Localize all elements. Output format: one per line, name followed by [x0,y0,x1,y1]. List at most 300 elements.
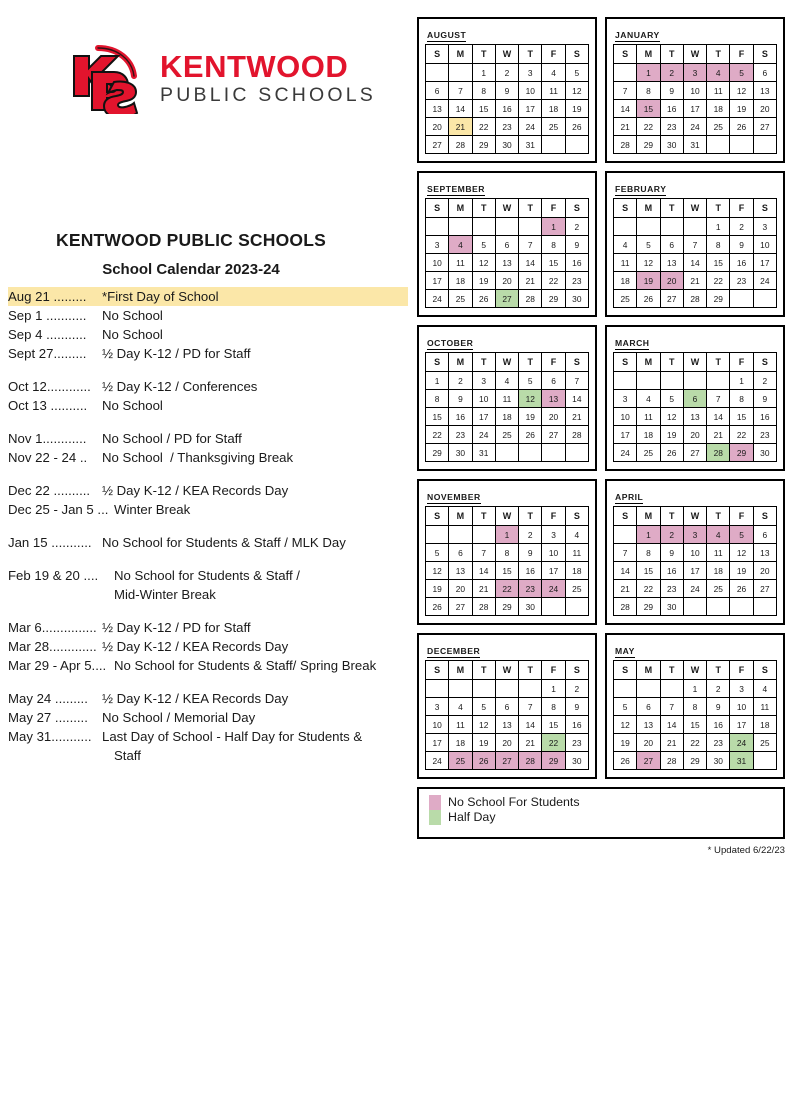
day-cell[interactable]: 30 [495,136,518,154]
day-cell[interactable]: 5 [614,698,637,716]
day-cell[interactable]: 8 [637,544,660,562]
day-cell[interactable]: 30 [565,290,588,308]
day-cell[interactable]: 28 [565,426,588,444]
day-cell[interactable]: 22 [707,272,730,290]
day-cell[interactable]: 5 [660,390,683,408]
day-cell[interactable]: 9 [449,390,472,408]
day-cell[interactable]: 21 [519,272,542,290]
day-cell[interactable]: 4 [637,390,660,408]
day-cell[interactable]: 21 [614,118,637,136]
day-cell[interactable]: 9 [565,236,588,254]
day-cell[interactable]: 29 [683,752,706,770]
day-cell[interactable]: 10 [683,82,706,100]
day-cell[interactable]: 6 [753,64,776,82]
day-cell[interactable]: 14 [707,408,730,426]
day-cell[interactable]: 23 [519,580,542,598]
day-cell[interactable]: 19 [637,272,660,290]
day-cell[interactable]: 27 [542,426,565,444]
day-cell[interactable]: 10 [730,698,753,716]
day-cell[interactable]: 16 [730,254,753,272]
day-cell[interactable]: 5 [426,544,449,562]
day-cell[interactable]: 3 [730,680,753,698]
day-cell[interactable]: 10 [426,254,449,272]
day-cell[interactable]: 27 [449,598,472,616]
day-cell[interactable]: 2 [707,680,730,698]
day-cell[interactable]: 24 [426,290,449,308]
day-cell[interactable]: 20 [660,272,683,290]
day-cell[interactable]: 17 [542,562,565,580]
day-cell[interactable]: 30 [660,136,683,154]
day-cell[interactable]: 18 [449,734,472,752]
day-cell[interactable]: 29 [707,290,730,308]
day-cell[interactable]: 11 [637,408,660,426]
day-cell[interactable]: 11 [449,716,472,734]
day-cell[interactable]: 1 [495,526,518,544]
day-cell[interactable]: 24 [472,426,495,444]
day-cell[interactable]: 5 [730,64,753,82]
day-cell[interactable]: 13 [495,716,518,734]
day-cell[interactable]: 16 [495,100,518,118]
day-cell[interactable]: 25 [707,118,730,136]
day-cell[interactable]: 13 [683,408,706,426]
day-cell[interactable]: 26 [730,118,753,136]
day-cell[interactable]: 23 [753,426,776,444]
day-cell[interactable]: 13 [449,562,472,580]
day-cell[interactable]: 8 [472,82,495,100]
day-cell[interactable]: 17 [519,100,542,118]
day-cell[interactable]: 22 [542,272,565,290]
day-cell[interactable]: 7 [472,544,495,562]
day-cell[interactable]: 19 [519,408,542,426]
day-cell[interactable]: 24 [614,444,637,462]
day-cell[interactable]: 10 [472,390,495,408]
day-cell[interactable]: 3 [519,64,542,82]
day-cell[interactable]: 10 [683,544,706,562]
day-cell[interactable]: 5 [565,64,588,82]
day-cell[interactable]: 4 [753,680,776,698]
day-cell[interactable]: 25 [542,118,565,136]
day-cell[interactable]: 25 [449,290,472,308]
day-cell[interactable]: 31 [683,136,706,154]
day-cell[interactable]: 1 [730,372,753,390]
day-cell[interactable]: 14 [614,100,637,118]
day-cell[interactable]: 1 [637,526,660,544]
day-cell[interactable]: 16 [753,408,776,426]
day-cell[interactable]: 19 [565,100,588,118]
day-cell[interactable]: 15 [542,254,565,272]
day-cell[interactable]: 3 [753,218,776,236]
day-cell[interactable]: 9 [519,544,542,562]
day-cell[interactable]: 12 [730,544,753,562]
day-cell[interactable]: 10 [753,236,776,254]
day-cell[interactable]: 30 [449,444,472,462]
day-cell[interactable]: 30 [753,444,776,462]
day-cell[interactable]: 22 [426,426,449,444]
day-cell[interactable]: 5 [472,698,495,716]
day-cell[interactable]: 9 [495,82,518,100]
day-cell[interactable]: 12 [472,716,495,734]
day-cell[interactable]: 13 [753,544,776,562]
day-cell[interactable]: 15 [426,408,449,426]
day-cell[interactable]: 26 [660,444,683,462]
day-cell[interactable]: 1 [637,64,660,82]
day-cell[interactable]: 20 [495,734,518,752]
day-cell[interactable]: 27 [495,752,518,770]
day-cell[interactable]: 7 [565,372,588,390]
day-cell[interactable]: 16 [707,716,730,734]
day-cell[interactable]: 8 [542,236,565,254]
day-cell[interactable]: 29 [426,444,449,462]
day-cell[interactable]: 7 [614,82,637,100]
day-cell[interactable]: 21 [565,408,588,426]
day-cell[interactable]: 20 [683,426,706,444]
day-cell[interactable]: 28 [519,752,542,770]
day-cell[interactable]: 23 [495,118,518,136]
day-cell[interactable]: 7 [519,236,542,254]
day-cell[interactable]: 3 [683,526,706,544]
day-cell[interactable]: 21 [683,272,706,290]
day-cell[interactable]: 16 [660,562,683,580]
day-cell[interactable]: 24 [426,752,449,770]
day-cell[interactable]: 2 [565,680,588,698]
day-cell[interactable]: 11 [707,544,730,562]
day-cell[interactable]: 10 [542,544,565,562]
day-cell[interactable]: 16 [660,100,683,118]
day-cell[interactable]: 8 [637,82,660,100]
day-cell[interactable]: 17 [614,426,637,444]
day-cell[interactable]: 26 [565,118,588,136]
day-cell[interactable]: 31 [472,444,495,462]
day-cell[interactable]: 16 [449,408,472,426]
day-cell[interactable]: 21 [519,734,542,752]
day-cell[interactable]: 26 [730,580,753,598]
day-cell[interactable]: 25 [637,444,660,462]
day-cell[interactable]: 11 [542,82,565,100]
day-cell[interactable]: 5 [730,526,753,544]
day-cell[interactable]: 4 [449,698,472,716]
day-cell[interactable]: 20 [637,734,660,752]
day-cell[interactable]: 9 [730,236,753,254]
day-cell[interactable]: 6 [449,544,472,562]
day-cell[interactable]: 15 [472,100,495,118]
day-cell[interactable]: 31 [519,136,542,154]
day-cell[interactable]: 24 [683,580,706,598]
day-cell[interactable]: 21 [449,118,472,136]
day-cell[interactable]: 7 [683,236,706,254]
day-cell[interactable]: 29 [637,598,660,616]
day-cell[interactable]: 28 [683,290,706,308]
day-cell[interactable]: 29 [542,752,565,770]
day-cell[interactable]: 9 [753,390,776,408]
day-cell[interactable]: 19 [660,426,683,444]
day-cell[interactable]: 7 [707,390,730,408]
day-cell[interactable]: 18 [707,100,730,118]
day-cell[interactable]: 4 [449,236,472,254]
day-cell[interactable]: 22 [495,580,518,598]
day-cell[interactable]: 2 [730,218,753,236]
day-cell[interactable]: 28 [449,136,472,154]
day-cell[interactable]: 10 [614,408,637,426]
day-cell[interactable]: 27 [753,580,776,598]
day-cell[interactable]: 4 [707,526,730,544]
day-cell[interactable]: 5 [472,236,495,254]
day-cell[interactable]: 6 [495,236,518,254]
day-cell[interactable]: 26 [519,426,542,444]
day-cell[interactable]: 4 [707,64,730,82]
day-cell[interactable]: 14 [683,254,706,272]
day-cell[interactable]: 22 [683,734,706,752]
day-cell[interactable]: 4 [614,236,637,254]
day-cell[interactable]: 2 [660,526,683,544]
day-cell[interactable]: 6 [637,698,660,716]
day-cell[interactable]: 12 [519,390,542,408]
day-cell[interactable]: 29 [542,290,565,308]
day-cell[interactable]: 9 [707,698,730,716]
day-cell[interactable]: 9 [660,544,683,562]
day-cell[interactable]: 15 [637,562,660,580]
day-cell[interactable]: 22 [472,118,495,136]
day-cell[interactable]: 22 [730,426,753,444]
day-cell[interactable]: 6 [495,698,518,716]
day-cell[interactable]: 15 [707,254,730,272]
day-cell[interactable]: 20 [426,118,449,136]
day-cell[interactable]: 6 [426,82,449,100]
day-cell[interactable]: 19 [472,272,495,290]
day-cell[interactable]: 2 [565,218,588,236]
day-cell[interactable]: 8 [730,390,753,408]
day-cell[interactable]: 5 [519,372,542,390]
day-cell[interactable]: 16 [519,562,542,580]
day-cell[interactable]: 15 [542,716,565,734]
day-cell[interactable]: 27 [660,290,683,308]
day-cell[interactable]: 23 [660,580,683,598]
day-cell[interactable]: 27 [683,444,706,462]
day-cell[interactable]: 18 [542,100,565,118]
day-cell[interactable]: 31 [730,752,753,770]
day-cell[interactable]: 18 [495,408,518,426]
day-cell[interactable]: 3 [472,372,495,390]
day-cell[interactable]: 24 [519,118,542,136]
day-cell[interactable]: 28 [472,598,495,616]
day-cell[interactable]: 12 [730,82,753,100]
day-cell[interactable]: 1 [542,218,565,236]
day-cell[interactable]: 12 [426,562,449,580]
day-cell[interactable]: 11 [449,254,472,272]
day-cell[interactable]: 19 [472,734,495,752]
day-cell[interactable]: 25 [753,734,776,752]
day-cell[interactable]: 27 [495,290,518,308]
day-cell[interactable]: 26 [472,752,495,770]
day-cell[interactable]: 29 [637,136,660,154]
day-cell[interactable]: 13 [753,82,776,100]
day-cell[interactable]: 19 [730,100,753,118]
day-cell[interactable]: 6 [542,372,565,390]
day-cell[interactable]: 16 [565,254,588,272]
day-cell[interactable]: 3 [614,390,637,408]
day-cell[interactable]: 28 [519,290,542,308]
day-cell[interactable]: 9 [565,698,588,716]
day-cell[interactable]: 14 [614,562,637,580]
day-cell[interactable]: 20 [449,580,472,598]
day-cell[interactable]: 17 [472,408,495,426]
day-cell[interactable]: 3 [542,526,565,544]
day-cell[interactable]: 14 [519,716,542,734]
day-cell[interactable]: 7 [449,82,472,100]
day-cell[interactable]: 14 [472,562,495,580]
day-cell[interactable]: 23 [707,734,730,752]
day-cell[interactable]: 8 [495,544,518,562]
day-cell[interactable]: 24 [683,118,706,136]
day-cell[interactable]: 15 [730,408,753,426]
day-cell[interactable]: 23 [565,272,588,290]
day-cell[interactable]: 21 [660,734,683,752]
day-cell[interactable]: 24 [753,272,776,290]
day-cell[interactable]: 2 [449,372,472,390]
day-cell[interactable]: 4 [542,64,565,82]
day-cell[interactable]: 6 [753,526,776,544]
day-cell[interactable]: 26 [637,290,660,308]
day-cell[interactable]: 19 [426,580,449,598]
day-cell[interactable]: 8 [426,390,449,408]
day-cell[interactable]: 11 [614,254,637,272]
day-cell[interactable]: 12 [637,254,660,272]
day-cell[interactable]: 20 [753,562,776,580]
day-cell[interactable]: 22 [637,118,660,136]
day-cell[interactable]: 2 [495,64,518,82]
day-cell[interactable]: 17 [683,100,706,118]
day-cell[interactable]: 12 [614,716,637,734]
day-cell[interactable]: 18 [637,426,660,444]
day-cell[interactable]: 13 [637,716,660,734]
day-cell[interactable]: 30 [565,752,588,770]
day-cell[interactable]: 15 [683,716,706,734]
day-cell[interactable]: 15 [637,100,660,118]
day-cell[interactable]: 14 [565,390,588,408]
day-cell[interactable]: 29 [495,598,518,616]
day-cell[interactable]: 3 [683,64,706,82]
day-cell[interactable]: 30 [707,752,730,770]
day-cell[interactable]: 1 [472,64,495,82]
day-cell[interactable]: 4 [565,526,588,544]
day-cell[interactable]: 17 [753,254,776,272]
day-cell[interactable]: 15 [495,562,518,580]
day-cell[interactable]: 29 [730,444,753,462]
day-cell[interactable]: 14 [519,254,542,272]
day-cell[interactable]: 18 [753,716,776,734]
day-cell[interactable]: 11 [495,390,518,408]
day-cell[interactable]: 1 [707,218,730,236]
day-cell[interactable]: 2 [753,372,776,390]
day-cell[interactable]: 17 [683,562,706,580]
day-cell[interactable]: 25 [614,290,637,308]
day-cell[interactable]: 7 [614,544,637,562]
day-cell[interactable]: 21 [614,580,637,598]
day-cell[interactable]: 30 [660,598,683,616]
day-cell[interactable]: 1 [542,680,565,698]
day-cell[interactable]: 5 [637,236,660,254]
day-cell[interactable]: 20 [542,408,565,426]
day-cell[interactable]: 6 [660,236,683,254]
day-cell[interactable]: 18 [449,272,472,290]
day-cell[interactable]: 17 [426,734,449,752]
day-cell[interactable]: 1 [683,680,706,698]
day-cell[interactable]: 30 [519,598,542,616]
day-cell[interactable]: 22 [542,734,565,752]
day-cell[interactable]: 10 [426,716,449,734]
day-cell[interactable]: 28 [614,598,637,616]
day-cell[interactable]: 10 [519,82,542,100]
day-cell[interactable]: 2 [660,64,683,82]
day-cell[interactable]: 20 [753,100,776,118]
day-cell[interactable]: 4 [495,372,518,390]
day-cell[interactable]: 28 [660,752,683,770]
day-cell[interactable]: 12 [565,82,588,100]
day-cell[interactable]: 23 [565,734,588,752]
day-cell[interactable]: 11 [753,698,776,716]
day-cell[interactable]: 14 [660,716,683,734]
day-cell[interactable]: 17 [426,272,449,290]
day-cell[interactable]: 26 [426,598,449,616]
day-cell[interactable]: 18 [707,562,730,580]
day-cell[interactable]: 9 [660,82,683,100]
day-cell[interactable]: 27 [426,136,449,154]
day-cell[interactable]: 24 [542,580,565,598]
day-cell[interactable]: 18 [565,562,588,580]
day-cell[interactable]: 23 [449,426,472,444]
day-cell[interactable]: 3 [426,236,449,254]
day-cell[interactable]: 28 [614,136,637,154]
day-cell[interactable]: 2 [519,526,542,544]
day-cell[interactable]: 14 [449,100,472,118]
day-cell[interactable]: 21 [707,426,730,444]
day-cell[interactable]: 13 [426,100,449,118]
day-cell[interactable]: 25 [707,580,730,598]
day-cell[interactable]: 13 [495,254,518,272]
day-cell[interactable]: 17 [730,716,753,734]
day-cell[interactable]: 29 [472,136,495,154]
day-cell[interactable]: 8 [707,236,730,254]
day-cell[interactable]: 19 [614,734,637,752]
day-cell[interactable]: 11 [565,544,588,562]
day-cell[interactable]: 23 [730,272,753,290]
day-cell[interactable]: 19 [730,562,753,580]
day-cell[interactable]: 23 [660,118,683,136]
day-cell[interactable]: 27 [637,752,660,770]
day-cell[interactable]: 24 [730,734,753,752]
day-cell[interactable]: 12 [472,254,495,272]
day-cell[interactable]: 16 [565,716,588,734]
day-cell[interactable]: 12 [660,408,683,426]
day-cell[interactable]: 26 [472,290,495,308]
day-cell[interactable]: 22 [637,580,660,598]
day-cell[interactable]: 7 [519,698,542,716]
day-cell[interactable]: 18 [614,272,637,290]
day-cell[interactable]: 7 [660,698,683,716]
day-cell[interactable]: 25 [565,580,588,598]
day-cell[interactable]: 25 [449,752,472,770]
day-cell[interactable]: 8 [683,698,706,716]
day-cell[interactable]: 20 [495,272,518,290]
day-cell[interactable]: 8 [542,698,565,716]
day-cell[interactable]: 21 [472,580,495,598]
day-cell[interactable]: 27 [753,118,776,136]
day-cell[interactable]: 26 [614,752,637,770]
day-cell[interactable]: 28 [707,444,730,462]
day-cell[interactable]: 11 [707,82,730,100]
day-cell[interactable]: 3 [426,698,449,716]
day-cell[interactable]: 13 [542,390,565,408]
day-cell[interactable]: 1 [426,372,449,390]
